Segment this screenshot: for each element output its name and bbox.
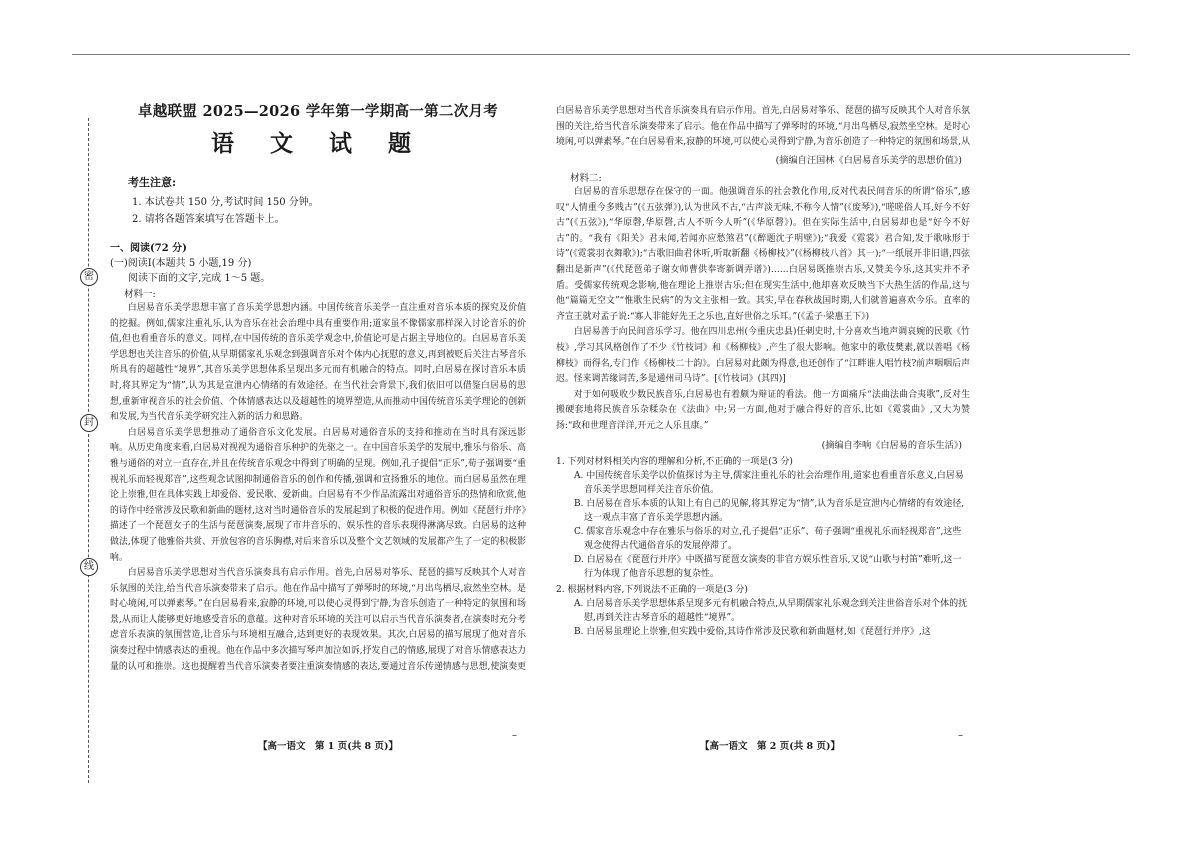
material-1-paragraph: 白居易音乐美学思想对当代音乐演奏具有启示作用。首先,白居易对筝乐、琵琶的描写反映其个人对音乐氛围的关注,给当代音乐演奏带来了启示。他在作品中描写了弹琴时的环境,“月出鸟栖尽,寂然坐空林。是时心境闲,可以弹素琴。”在白居易看来,寂静的环境,可以使心灵得到宁静,为音乐创造了一种特定的氛围和场景,从而让人能够更好地感受音乐的意蕴。这种对音乐环境的关注可以启示当代音乐演奏者,在演奏时充分考虑音乐表演的氛围营造,让音乐与环境相互融合,达到更好的表现效果。其次,白居易的描写展现了他对音乐演奏过程中情感表达的重视。他在作品中多次描写琴声加泣如诉,抒发自己的情感,展现了对音乐情感表达力量的认可和推崇。这也提醒着当代音乐演奏者要注重演奏情感的表达,要通过音乐传递情感与思想,使演奏更	[110, 568, 526, 672]
section-instruction: 阅读下面的文字,完成 1～5 题。	[128, 273, 271, 284]
question-1-stem: 1. 下列对材料相关内容的理解和分析,不正确的一项是(3 分)	[556, 456, 793, 467]
material-2-paragraph: 白居易的音乐思想存在保守的一面。他强调音乐的社会教化作用,反对代表民间音乐的所谓“俗乐”,感叹“人情重今多贱古”(《五弦弹》),认为世风不古,“古声淡无味,不称今人情”(《废琴》),“嗟嗟俗人耳,好今不好古”(《五弦》),“华原磬,华原磬,古人不听今人听”(《华原磬》)。但在实际生活中,白居易却也是“好今不好古”的。“我有《阳关》君未闻,若闻亦应愁煞君”(《醉题沈子明壁》);“我爱《霓裳》君合知,发于歌咏形于诗”(《霓裳羽衣舞歌》);“古歌旧曲君休听,听取新翻《杨柳枝》”(《杨柳枝八首》其一);“一纸展开非旧谱,四弦翻出是新声”(《代琵琶弟子谢女师曹供奉寄新调弄谱》)……白居易既推崇古乐,又赞美今乐,这其实并不矛盾。受儒家传统观念影响,他在理论上推崇古乐;但在现实生活中,他却喜欢反映当下大热生活的作品,这与他“篇篇无空文”“惟歌生民病”的为文主张相一致。其实,早在春秋战国时期,人们就普遍喜欢今乐。直率的齐宣王就对孟子说:“寡人非能好先王之乐也,直好世俗之乐耳。”(《孟子·梁惠王下》)	[556, 187, 970, 322]
page-top-rule	[72, 54, 1130, 55]
notice-item: 2. 请将各题答案填写在答题卡上。	[132, 214, 285, 225]
page-1-footer: 【高一语文 第 1 页(共 8 页)】	[258, 741, 398, 752]
material-1-label: 材料一:	[124, 289, 156, 300]
page-1	[110, 100, 526, 674]
material-2-label: 材料二:	[570, 173, 602, 184]
question-1-option: D. 白居易在《琵琶行并序》中既描写琵琶女演奏的非官方娱乐性音乐,又说“山歌与村笛”难听,这一行为体现了他音乐思想的复杂性。	[574, 554, 962, 579]
page-2	[556, 104, 970, 639]
page-2-footer: 【高一语文 第 2 页(共 8 页)】	[700, 741, 840, 752]
notice-item: 1. 本试卷共 150 分,考试时间 150 分钟。	[132, 197, 319, 208]
notice-heading: 考生注意:	[128, 176, 177, 189]
material-1-continued: 白居易音乐美学思想对当代音乐演奏具有启示作用。首先,白居易对筝乐、琵琶的描写反映其个人对音乐氛围的关注,给当代音乐演奏带来了启示。他在作品中描写了弹琴时的环境,“月出鸟栖尽,寂然坐空林。是时心境闲,可以弹素琴。”在白居易看来,寂静的环境,可以使心灵得到宁静,为音乐创造了一种特定的氛围和场景,从	[556, 106, 970, 148]
question-2-option: A. 白居易音乐美学思想体系呈现多元有机融合特点,从早期儒家礼乐观念到关注世俗音乐对个体的抚慰,再到关注古琴音乐的超越性“境界”。	[574, 598, 968, 623]
question-1-option: C. 儒家音乐观念中存在雅乐与俗乐的对立,孔子提倡“正乐”、荀子强调“重视礼乐而轻视郑音”,这些观念使得古代通俗音乐的发展停滞了。	[574, 526, 962, 551]
page-2-mark: –	[958, 730, 963, 741]
material-1-paragraph: 白居易音乐美学思想推动了通俗音乐文化发展。白居易对通俗音乐的支持和推动在当时具有深远影响。从历史角度来看,白居易对视视为通俗音乐种护的先驱之一。在中国音乐美学的发展中,雅乐与俗乐、高雅与通俗的对立一直存在,并且在传统音乐观念中得到了明确的呈现。例如,孔子提倡“正乐”,荀子强调要“重视礼乐而轻视郑音”,这些观念试图抑制通俗音乐的创作和传播,强调和宣扬雅乐的地位。而白居易虽然在理论上崇雅,但在具体实践上却爱俗、爱民歌、爱新曲。白居易有不少作品流露出对通俗音乐的热情和欣赏,他的诗作中经常涉及民歌和新曲的题材,这对当时通俗音乐的发展起到了积极的促进作用。例如《琵琶行并序》描述了一个琵琶女子的生活与琵琶演奏,展现了市井音乐的、娱乐性的音乐表现得淋漓尽致。白居易的这种做法,体现了他雅俗共赏、开放包容的音乐胸襟,对后来音乐以及整个文艺领域的发展都产生了一定的积极影响。	[110, 427, 526, 563]
question-2-option: B. 白居易虽理论上崇雅,但实践中爱俗,其诗作常涉及民歌和新曲题材,如《琵琶行并序》,这	[574, 626, 931, 637]
material-2-citation: (摘编自李响《白居易的音乐生活》)	[821, 439, 962, 451]
question-1-option: B. 白居易在音乐本质的认知上有自己的见解,将其界定为“情”,认为音乐是宣泄内心情绪的有效途径,这一观点丰富了音乐美学思想内涵。	[574, 498, 965, 523]
page-1-mark: –	[512, 730, 517, 741]
subject-title: 语 文 试 题	[210, 130, 426, 157]
material-2-paragraph: 白居易善于向民间音乐学习。他在四川忠州(今重庆忠县)任刺史时,十分喜欢当地声调哀婉的民歌《竹枝》,学习其风格创作了不少《竹枝词》和《杨柳枝》,产生了很大影响。他家中的歌伎樊素,就以善唱《杨柳枝》而得名,专门作《杨柳枝二十韵》。白居易对此颇为得意,也还创作了“江畔谁人唱竹枝?前声咽咽后声迟。怪来调苦缘词苦,多是通州司马诗”。[《竹枝词》(其四)]	[556, 327, 970, 385]
material-1-citation: (摘编自汪国林《白居易音乐美学的思想价值》)	[775, 155, 962, 166]
binding-label-xian: 线	[80, 558, 98, 576]
exam-title: 卓越联盟 2025—2026 学年第一学期高一第二次月考	[137, 103, 499, 120]
binding-label-mi: 密	[80, 268, 98, 286]
question-2-stem: 2. 根据材料内容,下列说法不正确的一项是(3 分)	[556, 584, 748, 595]
section-subtitle: (一)阅读Ⅰ(本题共 5 小题,19 分)	[110, 258, 252, 269]
question-1-option: A. 中国传统音乐美学以价值探讨为主导,儒家注重礼乐的社会治理作用,道家也看重音乐意义,白居易音乐美学思想同样关注音乐价值。	[574, 470, 964, 495]
binding-label-feng: 封	[80, 414, 98, 432]
material-1-paragraph: 白居易音乐美学思想丰富了音乐美学思想内涵。中国传统音乐美学一直注重对音乐本质的探究及价值的挖掘。例如,儒家注重礼乐,认为音乐在社会治理中具有重要作用;道家虽不像儒家那样深入讨论音乐的价值,但也看重音乐的意义。同样,在中国传统的音乐美学观念中,价值论可是占据主导地位的。白居易音乐美学思想也关注音乐的价值,从早期儒家礼乐观念到强调音乐对个体内心抚慰的意义,再到被贬后关注古琴音乐所具有的超越性“境界”,其音乐美学思想体系呈现出多元而有机融合的特点。同时,白居易在探讨音乐本质时,将其界定为“情”,认为其是宣泄内心情绪的有效途径。在当代社会背景下,我们依旧可以借鉴白居易的思想,重新审视音乐的社会价值、个体情感表达以及超越性的境界塑造,从而推动中国传统音乐美学理论的创新和发展,为当代音乐美学研究注入新的活力和思路。	[110, 303, 526, 423]
section-title: 一、阅读(72 分)	[110, 243, 187, 254]
material-2-paragraph: 对于如何吸收少数民族音乐,白居易也有着颇为辩证的看法。他一方面痛斥“法曲法曲合夷歌”,反对生搬硬套地将民族音乐杂糅杂在《法曲》中;另一方面,他对于融合得好的音乐,比如《霓裳曲》,又大为赞扬:“政和世理音洋洋,开元之人乐且康。”	[556, 389, 970, 431]
binding-line	[88, 118, 89, 783]
